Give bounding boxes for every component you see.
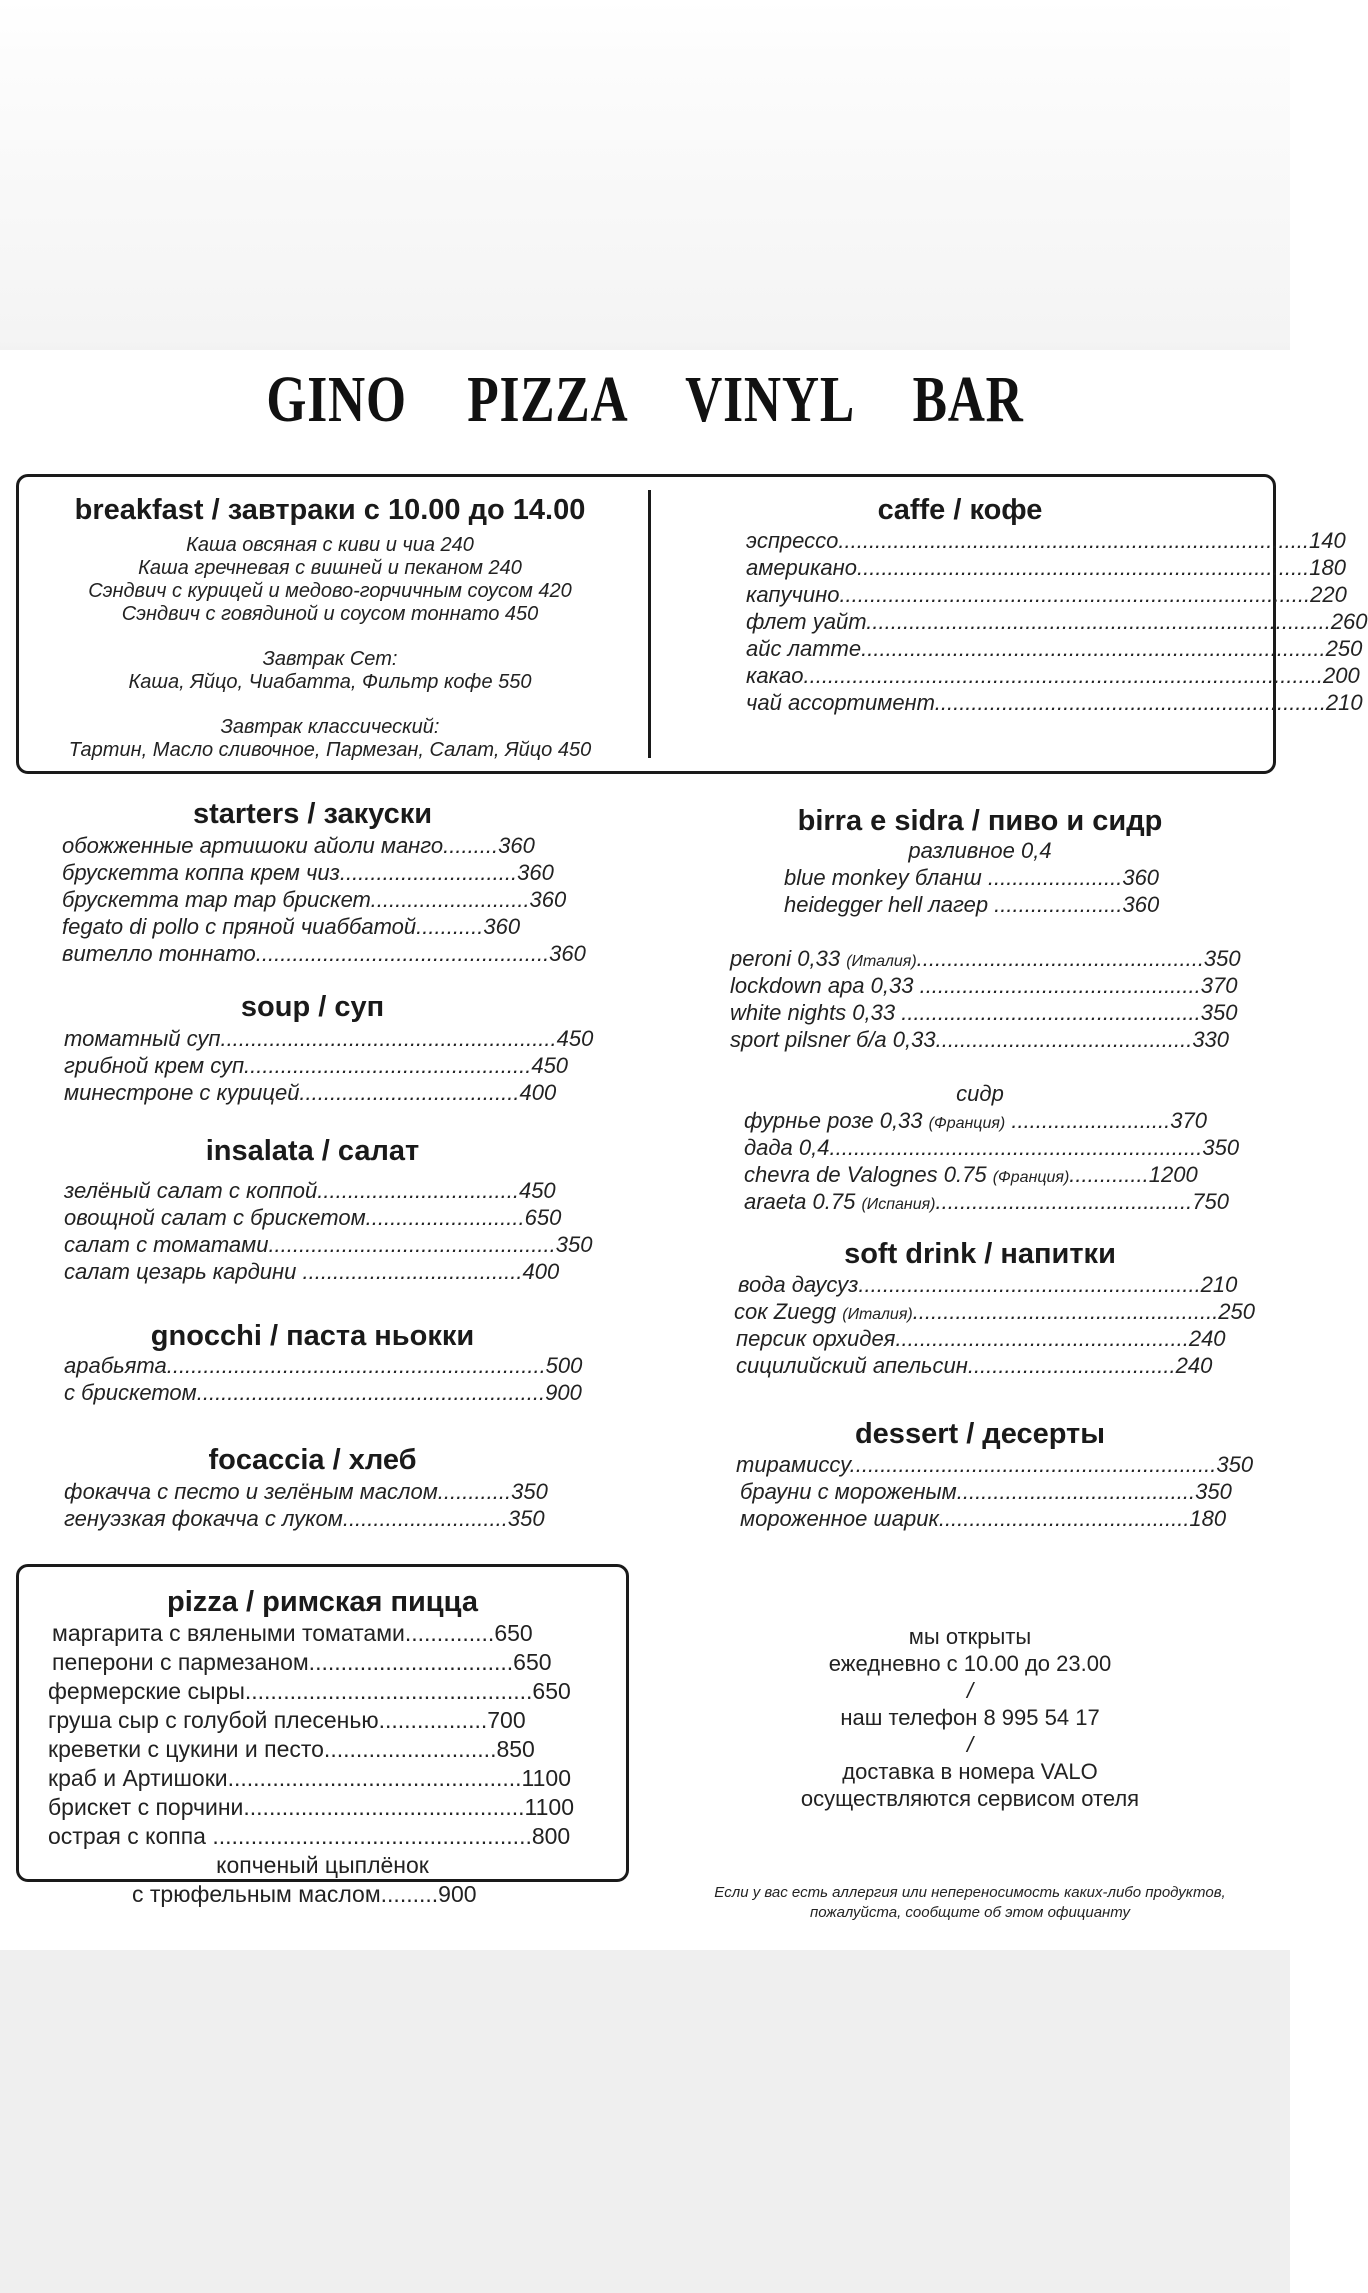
dessert-heading: dessert / десерты xyxy=(854,1418,1106,1450)
pizza-item: острая с коппа ..................................................800 xyxy=(48,1823,571,1849)
gnocchi-item: с брискетом.........................................................900 xyxy=(64,1380,582,1405)
soft-drink-item: сок Zuegg (Италия)..................................................250 xyxy=(734,1299,1256,1324)
birra-bottle-item: white nights 0,33 .................................................350 xyxy=(730,1000,1238,1025)
birra-heading: birra e sidra / пиво и сидр xyxy=(797,805,1163,837)
breakfast-item: Сэндвич с говядиной и соусом тоннато 450 xyxy=(121,603,539,625)
pizza-item: краб и Артишоки..............................................1100 xyxy=(48,1765,572,1791)
breakfast-item: Каша овсяная с киви и чиа 240 xyxy=(186,534,474,556)
cider-item: дада 0,4.............................................................350 xyxy=(744,1135,1240,1160)
pizza-item: груша сыр с голубой плесенью.................700 xyxy=(48,1707,526,1733)
breakfast-set-items: Каша, Яйцо, Чиабатта, Фильтр кофе 550 xyxy=(128,671,532,693)
insalata-item: овощной салат с брискетом..........................650 xyxy=(64,1205,562,1230)
cider-item: chevra de Valognes 0.75 (Франция).............1200 xyxy=(744,1162,1198,1187)
allergy-note: Если у вас есть аллергия или непереносимость каких-либо продуктов, xyxy=(714,1884,1226,1901)
soft-drink-item: сицилийский апельсин..................................240 xyxy=(736,1353,1213,1378)
info-phone: наш телефон 8 995 54 17 xyxy=(840,1705,1100,1730)
breakfast-item: Сэндвич с курицей и медово-горчичным соусом 420 xyxy=(88,580,572,602)
insalata-item: зелёный салат с коппой.................................450 xyxy=(64,1178,556,1203)
info-separator: / xyxy=(966,1732,974,1757)
allergy-note: пожалуйста, сообщите об этом официанту xyxy=(810,1904,1130,1921)
breakfast-heading: breakfast / завтраки с 10.00 до 14.00 xyxy=(74,494,586,526)
menu-title: GINO PIZZA VINYL BAR xyxy=(266,363,1024,436)
caffe-item: эспрессо.............................................................................140 xyxy=(746,528,1346,553)
info-delivery: осуществляются сервисом отеля xyxy=(800,1786,1140,1811)
starters-item: вителло тоннато................................................360 xyxy=(62,941,586,966)
soup-item: томатный суп.......................................................450 xyxy=(64,1026,594,1051)
cider-item: фурнье розе 0,33 (Франция) ..........................370 xyxy=(744,1108,1207,1133)
info-open: мы открыты xyxy=(908,1624,1032,1649)
dessert-item: мороженное шарик.........................................180 xyxy=(740,1506,1227,1531)
starters-heading: starters / закуски xyxy=(192,798,433,830)
caffe-item: капучино.............................................................................220 xyxy=(746,582,1347,607)
pizza-last-line1: копченый цыплёнок xyxy=(216,1852,429,1878)
starters-item: fegato di pollo с пряной чиаббатой...........360 xyxy=(62,914,521,939)
soft-drink-heading: soft drink / напитки xyxy=(844,1238,1116,1270)
caffe-item: американо..........................................................................180 xyxy=(746,555,1347,580)
breakfast-item: Каша гречневая с вишней и пеканом 240 xyxy=(138,557,522,579)
birra-draft-item: heidegger hell лагер .....................360 xyxy=(784,892,1160,917)
gnocchi-heading: gnocchi / паста ньокки xyxy=(150,1320,475,1352)
insalata-item: салат цезарь кардини ....................................400 xyxy=(64,1259,560,1284)
birra-bottle-item: sport pilsner б/а 0,33..........................................330 xyxy=(730,1027,1230,1052)
bottom-blank-area xyxy=(0,1950,1290,2293)
breakfast-classic-items: Тартин, Масло сливочное, Пармезан, Салат, Яйцо 450 xyxy=(68,739,592,761)
cider-item: araeta 0.75 (Испания)..........................................750 xyxy=(744,1189,1229,1214)
insalata-heading: insalata / салат xyxy=(205,1135,420,1167)
info-delivery: доставка в номера VALO xyxy=(842,1759,1098,1784)
top-blank-area xyxy=(0,0,1290,350)
birra-draft-title: разливное 0,4 xyxy=(908,838,1052,863)
menu-page xyxy=(0,350,1368,1950)
info-separator: / xyxy=(966,1678,974,1703)
starters-item: брускетта тар тар брискет..........................360 xyxy=(62,887,567,912)
birra-bottle-item: lockdown apa 0,33 ..............................................370 xyxy=(730,973,1238,998)
pizza-item: пеперони с пармезаном................................650 xyxy=(52,1649,552,1675)
soft-drink-item: вода даусуз........................................................210 xyxy=(738,1272,1238,1297)
birra-draft-item: blue monkey бланш ......................360 xyxy=(784,865,1160,890)
breakfast-set-title: Завтрак Сет: xyxy=(262,648,398,670)
focaccia-item: фокачча с песто и зелёным маслом............350 xyxy=(64,1479,548,1504)
birra-bottle-item: peroni 0,33 (Италия)...............................................350 xyxy=(730,946,1241,971)
starters-item: обожженные артишоки айоли манго.........360 xyxy=(62,833,535,858)
pizza-item: маргарита с вялеными томатами..............650 xyxy=(52,1620,533,1646)
cider-title: сидр xyxy=(956,1081,1004,1106)
dessert-item: тирамиссу............................................................350 xyxy=(736,1452,1254,1477)
focaccia-item: генуэзкая фокачча с луком...........................350 xyxy=(64,1506,545,1531)
pizza-last-line2: с трюфельным маслом.........900 xyxy=(132,1881,477,1907)
focaccia-heading: focaccia / хлеб xyxy=(208,1444,417,1476)
gnocchi-item: арабьята..............................................................500 xyxy=(64,1353,583,1378)
info-hours: ежедневно с 10.00 до 23.00 xyxy=(828,1651,1112,1676)
soup-item: минестроне с курицей....................................400 xyxy=(64,1080,557,1105)
dessert-item: брауни с мороженым.......................................350 xyxy=(740,1479,1232,1504)
caffe-heading: caffe / кофе xyxy=(877,494,1043,526)
soft-drink-item: персик орхидея................................................240 xyxy=(736,1326,1226,1351)
pizza-heading: pizza / римская пицца xyxy=(167,1586,478,1618)
pizza-item: креветки с цукини и песто...........................850 xyxy=(48,1736,535,1762)
box-divider xyxy=(648,490,651,758)
caffe-item: айс латте............................................................................250 xyxy=(746,636,1363,661)
insalata-item: салат с томатами...............................................350 xyxy=(64,1232,593,1257)
starters-item: брускетта коппа крем чиз.............................360 xyxy=(62,860,554,885)
caffe-item: чай ассортимент................................................................210 xyxy=(746,690,1363,715)
breakfast-classic-title: Завтрак классический: xyxy=(220,716,440,738)
caffe-item: какао.....................................................................................200 xyxy=(746,663,1360,688)
pizza-item: фермерские сыры.............................................650 xyxy=(48,1678,571,1704)
pizza-item: брискет с порчини............................................1100 xyxy=(48,1794,575,1820)
caffe-item: флет уайт............................................................................260 xyxy=(746,609,1368,634)
soup-item: грибной крем суп...............................................450 xyxy=(64,1053,569,1078)
soup-heading: soup / суп xyxy=(240,991,385,1023)
